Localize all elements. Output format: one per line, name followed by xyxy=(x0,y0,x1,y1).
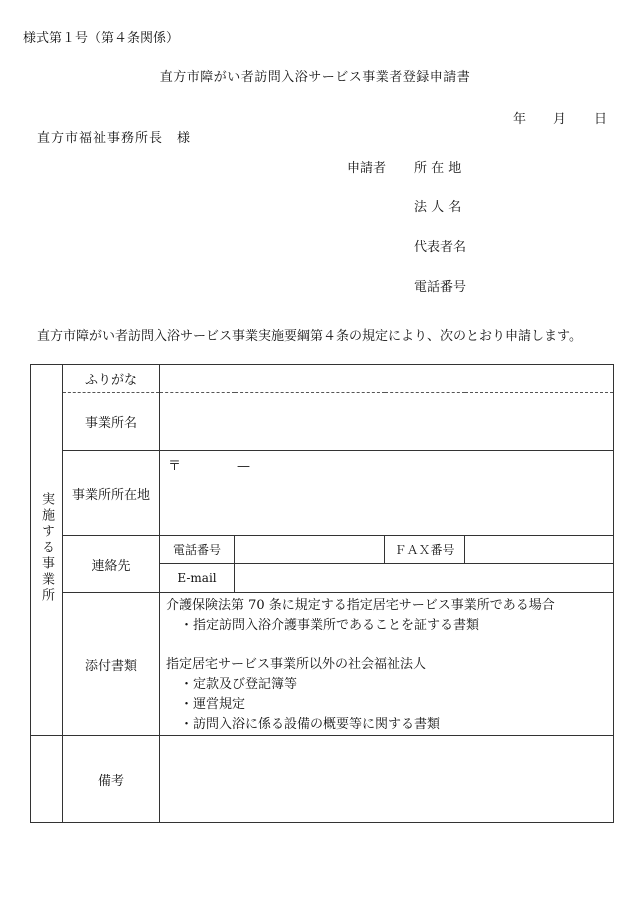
attachment-item: ・訪問入浴に係る設備の概要等に関する書類 xyxy=(180,717,441,732)
office-name-input[interactable] xyxy=(160,393,614,451)
postal-dash: — xyxy=(237,459,251,474)
phone-input[interactable] xyxy=(235,536,385,564)
remarks-label: 備考 xyxy=(63,736,160,823)
attachments-label: 添付書類 xyxy=(63,593,160,736)
attachment-item: ・指定訪問入浴介護事業所であることを証する書類 xyxy=(180,618,480,633)
remarks-input[interactable] xyxy=(160,736,614,823)
attachments-content xyxy=(160,593,614,736)
office-address-label: 事業所所在地 xyxy=(63,451,160,536)
applicant-phone-label: 電話番号 xyxy=(414,280,467,295)
furigana-label: ふりがな xyxy=(63,365,160,393)
office-name-label: 事業所名 xyxy=(63,393,160,451)
furigana-input[interactable] xyxy=(160,365,614,393)
email-input[interactable] xyxy=(235,564,614,593)
email-label: E-mail xyxy=(160,564,235,593)
facility-side-label: 実施する事業所 xyxy=(39,492,54,604)
postal-mark: 〒 xyxy=(168,459,182,474)
date-day-label: 日 xyxy=(594,112,608,127)
application-statement: 直方市障がい者訪問入浴サービス事業実施要綱第４条の規定により、次のとおり申請します。 xyxy=(37,329,582,344)
contact-label: 連絡先 xyxy=(63,536,160,593)
fax-label: ＦＡＸ番号 xyxy=(385,536,465,564)
date-month-label: 月 xyxy=(553,112,567,127)
document-title: 直方市障がい者訪問入浴サービス事業者登録申請書 xyxy=(159,70,471,85)
applicant-representative-label: 代表者名 xyxy=(414,240,467,255)
office-address-input[interactable] xyxy=(160,451,614,536)
facility-side-header xyxy=(31,365,63,736)
attachment-group2-title: 指定居宅サービス事業所以外の社会福祉法人 xyxy=(166,657,427,672)
form-number: 様式第１号（第４条関係） xyxy=(23,31,180,46)
phone-label: 電話番号 xyxy=(160,536,235,564)
application-table xyxy=(30,364,614,823)
date-year-label: 年 xyxy=(513,112,527,127)
fax-input[interactable] xyxy=(465,536,614,564)
remarks-side-cell xyxy=(31,736,63,823)
attachment-group1-title: 介護保険法第 70 条に規定する指定居宅サービス事業所である場合 xyxy=(166,598,555,613)
attachment-item: ・定款及び登記簿等 xyxy=(180,677,298,692)
applicant-address-label: 所 在 地 xyxy=(414,161,462,176)
applicant-label: 申請者 xyxy=(347,161,387,176)
attachment-item: ・運営規定 xyxy=(180,697,246,712)
addressee: 直方市福祉事務所長 様 xyxy=(37,131,192,146)
applicant-corporation-label: 法 人 名 xyxy=(414,200,462,215)
